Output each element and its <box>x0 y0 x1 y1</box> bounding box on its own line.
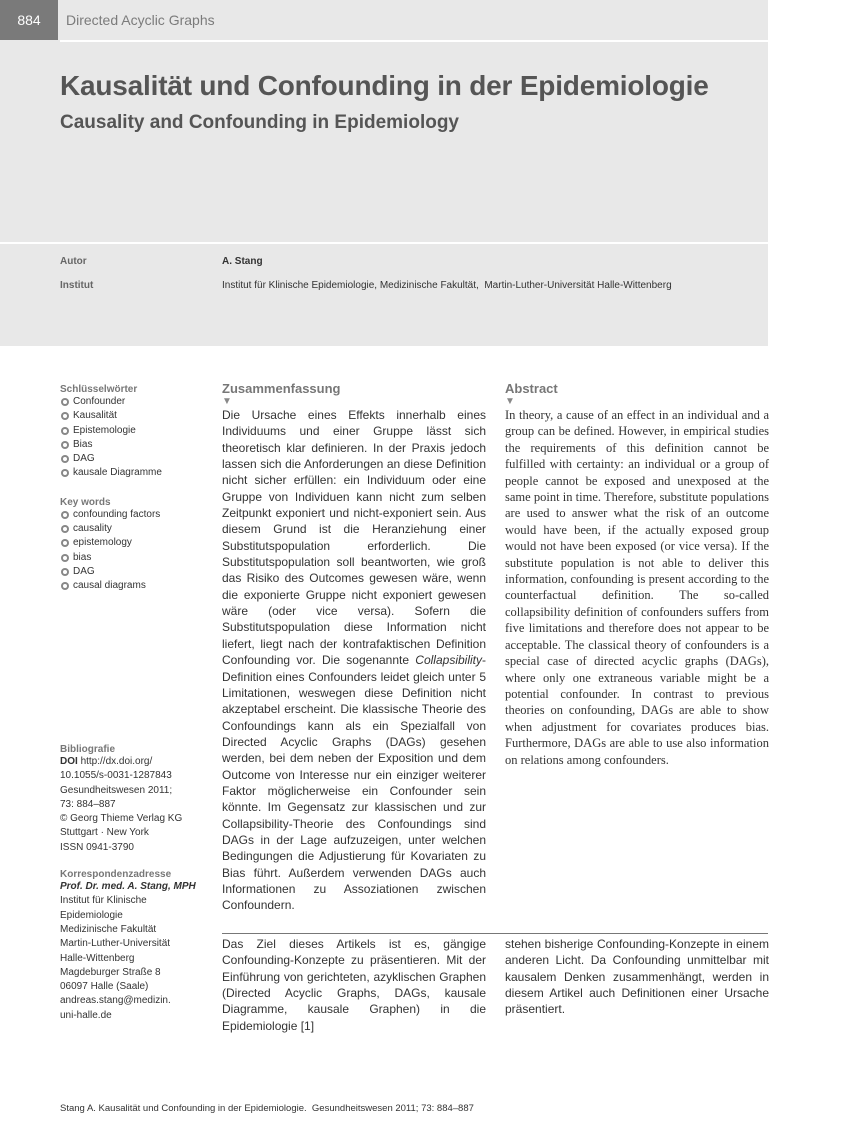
bibliography <box>60 744 210 1023</box>
email-line[interactable]: uni-halle.de <box>60 1009 112 1021</box>
keyword-item: Bias <box>60 438 210 452</box>
keyword-item: Epistemologie <box>60 424 210 438</box>
keyword-item: epistemology <box>60 536 210 550</box>
arrow-down-icon: ▼ <box>222 396 232 407</box>
bullet-icon <box>61 525 69 533</box>
biblio-line: Gesundheitswesen 2011; <box>60 784 173 796</box>
keyword-item: confounding factors <box>60 508 210 522</box>
abstract-section <box>505 381 769 768</box>
corr-line: Institut für Klinische <box>60 895 147 907</box>
corr-line: Halle-Wittenberg <box>60 952 135 964</box>
correspondence-heading: Korrespondenzadresse <box>60 869 172 881</box>
body-text-right: stehen bisherige Confounding-Konzepte in einem anderen Licht. Da Confounding unmittelbar mit kausalem Denken zusammenhängt, werden in diesem Artikel auch Definitionen einer Ursache präsentiert. <box>505 937 769 1017</box>
zusammenfassung-section <box>222 381 486 914</box>
body-text-left: Das Ziel dieses Artikels ist es, gängige Confounding-Konzepte zu präsentieren. Mit der Einführung von gerichteten, azyklischen Graphen (Directed Acyclic Graphs, DAGs, kausale Diagramme, kausale Graphen) in die Epidemiologie [1] <box>222 937 486 1033</box>
doi-url[interactable]: http://dx.doi.org/ <box>80 756 153 767</box>
bullet-icon <box>61 539 69 547</box>
institute-label: Institut <box>60 280 94 291</box>
bullet-icon <box>61 554 69 562</box>
bullet-icon <box>61 441 69 449</box>
doi-label: DOI <box>60 756 78 767</box>
bullet-icon <box>61 455 69 463</box>
sidebar <box>60 384 210 594</box>
running-head: Directed Acyclic Graphs <box>66 12 215 28</box>
bullet-icon <box>61 582 69 590</box>
corr-line: Medizinische Fakultät <box>60 923 157 935</box>
page-number: 884 <box>0 0 58 40</box>
column-rule <box>222 933 768 934</box>
biblio-line: Stuttgart · New York <box>60 827 149 839</box>
keyword-item: bias <box>60 551 210 565</box>
keywords-de-heading: Schlüsselwörter <box>60 384 138 395</box>
corr-line: Epidemiologie <box>60 909 123 921</box>
biblio-line: 10.1055/s-0031-1287843 <box>60 770 172 782</box>
biblio-line: ISSN 0941-3790 <box>60 841 134 853</box>
bullet-icon <box>61 412 69 420</box>
footer-citation: Stang A. Kausalität und Confounding in der Epidemiologie. Gesundheitswesen 2011; 73: 884–887 <box>60 1103 474 1114</box>
bullet-icon <box>61 398 69 406</box>
bibliography-heading: Bibliografie <box>60 744 116 755</box>
keyword-item: Confounder <box>60 395 210 409</box>
corr-line: Martin-Luther-Universität <box>60 938 171 950</box>
header-band <box>0 0 768 346</box>
author-label: Autor <box>60 256 87 267</box>
bullet-icon <box>61 427 69 435</box>
keyword-item: causal diagrams <box>60 579 210 593</box>
author-name: A. Stang <box>222 256 263 267</box>
zusammenfassung-text: Die Ursache eines Effekts innerhalb eines Individuums und einer Gruppe lässt sich theoretisch klar definieren. In der Praxis jedoch lassen sich die Anforderungen an diese Definition nicht sicher erfüllen: ein Individuum oder eine Gruppe von Individuen kann nicht zum selben Zeitpunkt exponiert und nicht-exponiert sein. Aus diesem Grund ist die Heranziehung einer Substitutspopulation erforderlich. Die Substitutspopulation soll beantworten, wie groß das Risiko des Outcomes gewesen wäre, wenn die exponierte Gruppe nicht exponiert gewesen wäre (oder vice versa). Sofern die Substitutspopulation diese Information nicht liefert, liegt nach der kontrafaktischen Definition Confounding vor. Die sogenannte Collapsibility-Definition eines Confounders leidet gleich unter 5 Limitationen, weswegen diese Definition nicht akzeptabel erscheint. Die klassische Theorie des Confoundings kann als ein Spezialfall von Directed Acyclic Graphs (DAGs) gesehen werden, bei dem neben der Exposition und dem Outcome von Interesse nur ein einziger weiterer Faktor möglicherweise ein Confounder sein könnte. Im Gegensatz zur klassischen und zur Collapsibility-Theorie des Confoundings sind DAGs in der Lage aufzuzeigen, unter welchen Bedingungen die Adjustierung für Kovariaten zu Bias führt. Außerdem verwenden DAGs auch Informationen zu Assoziationen zwischen Confoundern. <box>222 408 486 913</box>
keyword-item: DAG <box>60 565 210 579</box>
bullet-icon <box>61 568 69 576</box>
abstract-heading: Abstract <box>505 381 558 396</box>
abstract-text: In theory, a cause of an effect in an individual and a group can be defined. However, in empirical studies the requirements of this definition cannot be fulfilled with certainty: an individual or a group of people cannot be exposed and unexposed at the same point in time. Therefore, substitute populations are used to answer what the risk of an outcome would have been, if the actually exposed group would not have been exposed (or vice versa). If the substitute population is not able to deliver this information, confounding is present according to the counterfactual definition. The so-called collapsibility definition of confounders suffers from five limitations and therefore does not appear to be acceptable. The classical theory of confounders is a special case of directed acyclic graphs (DAGs), where only one extraneous variable might be a potential confounder. In contrast to previous theories on confounding, DAGs are able to show when adjustment for covariates produces bias. Furthermore, DAGs are able to use also information on relations among confounders. <box>505 408 769 767</box>
zusammenfassung-heading: Zusammenfassung <box>222 381 341 396</box>
keywords-en-heading: Key words <box>60 496 111 508</box>
correspondence-name: Prof. Dr. med. A. Stang, MPH <box>60 881 196 893</box>
article-title: Kausalität und Confounding in der Epidemiologie <box>60 70 709 101</box>
institute-name: Institut für Klinische Epidemiologie, Medizinische Fakultät, Martin-Luther-Universität Halle-Wittenberg <box>222 280 672 291</box>
biblio-line: © Georg Thieme Verlag KG <box>60 813 183 825</box>
keywords-en-list <box>60 508 210 594</box>
bullet-icon <box>61 511 69 519</box>
keyword-item: kausale Diagramme <box>60 466 210 480</box>
keyword-item: Kausalität <box>60 409 210 423</box>
biblio-line: 73: 884–887 <box>60 798 116 810</box>
corr-line: Magdeburger Straße 8 <box>60 966 161 978</box>
keywords-de-list <box>60 395 210 481</box>
arrow-down-icon: ▼ <box>505 396 515 407</box>
bullet-icon <box>61 469 69 477</box>
article-subtitle: Causality and Confounding in Epidemiology <box>60 112 459 133</box>
keyword-item: causality <box>60 522 210 536</box>
header-divider <box>60 40 768 42</box>
doi-line <box>60 755 210 769</box>
email-line[interactable]: andreas.stang@medizin. <box>60 995 171 1007</box>
keyword-item: DAG <box>60 452 210 466</box>
corr-line: 06097 Halle (Saale) <box>60 981 149 993</box>
band-divider <box>0 242 768 244</box>
